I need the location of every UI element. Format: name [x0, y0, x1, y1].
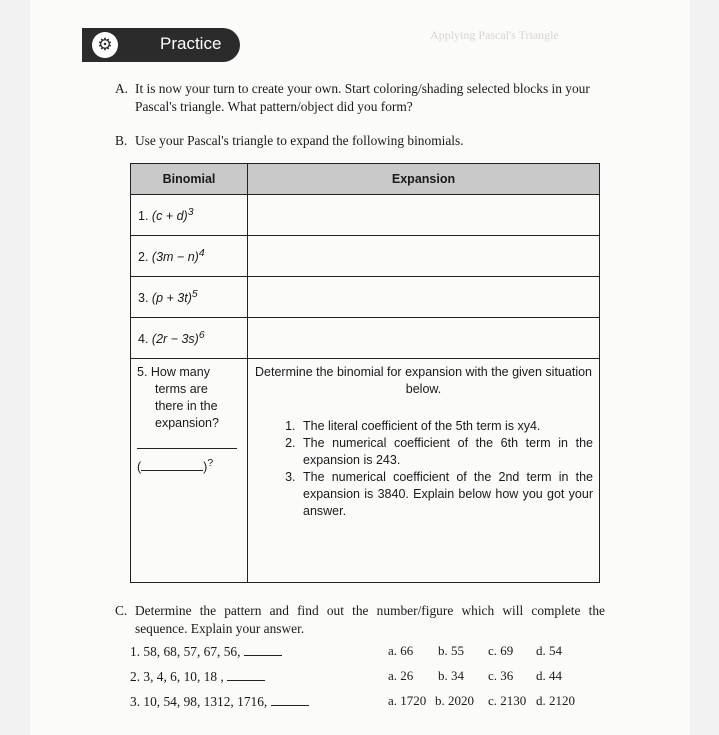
- section-b: B. Use your Pascal's triangle to expand the following binomials.: [115, 132, 605, 150]
- situation-cell: [248, 359, 600, 583]
- situation-list: [254, 418, 593, 520]
- header-binomial: Binomial: [131, 164, 248, 195]
- question-5-cell: 5. How many terms are there in the expansion? ( )?: [131, 359, 248, 583]
- expansion-cell[interactable]: [248, 195, 600, 236]
- binomial-expr: (2r − 3s): [151, 332, 199, 347]
- answer-blank[interactable]: [227, 668, 265, 681]
- situation-item: 2. The numerical coefficient of the 6th term in the expansion is 243.: [299, 435, 593, 469]
- table-row: 2. $(3m - n)^4$: [131, 236, 600, 277]
- sequence-item: 1. 58, 68, 57, 67, 56,: [130, 643, 282, 660]
- sequence-item: 3. 10, 54, 98, 1312, 1716,: [130, 693, 309, 710]
- binomial-expr: (p + 3t): [151, 291, 192, 306]
- practice-badge: [82, 28, 240, 62]
- situation-item: 1. The literal coefficient of the 5th term is xy4.: [299, 418, 593, 435]
- section-c: C. Determine the pattern and find out the number/figure which will complete the sequence. Explain your answer.: [115, 603, 605, 636]
- binomial-table: [130, 163, 600, 583]
- sequence-item: 2. 3, 4, 6, 10, 18 ,: [130, 668, 265, 685]
- answer-blank[interactable]: [271, 693, 309, 706]
- gear-icon: ⚙: [92, 32, 118, 58]
- situation-item: 3. The numerical coefficient of the 2nd term in the expansion is 3840. Explain below how you got your answer.: [299, 469, 593, 520]
- expansion-cell[interactable]: [248, 277, 600, 318]
- section-a: A. It is now your turn to create your own. Start coloring/shading selected blocks in your Pascal's triangle. What pattern/object did you form?: [115, 80, 605, 116]
- table-row: 4. $(2r - 3s)^6$: [131, 318, 600, 359]
- binomial-answer-blank[interactable]: ( )?: [137, 458, 214, 475]
- table-row: [131, 359, 600, 583]
- binomial-expr: (c + d): [151, 209, 188, 224]
- faint-header-bleed: Applying Pascal's Triangle: [430, 28, 559, 42]
- binomial-expr: (3m − n): [151, 250, 199, 265]
- expansion-cell[interactable]: [248, 236, 600, 277]
- choices-row: a. 1720 b. 2020 c. 2130 d. 2120: [388, 693, 575, 708]
- answer-line[interactable]: [137, 434, 237, 449]
- answer-blank[interactable]: [244, 643, 282, 656]
- header-expansion: Expansion: [248, 164, 600, 195]
- practice-label: Practice: [160, 34, 222, 53]
- table-row: 3. $(p + 3t)^5$: [131, 277, 600, 318]
- expansion-cell[interactable]: [248, 318, 600, 359]
- instruction-text: Determine the binomial for expansion with the given situation below.: [255, 365, 592, 396]
- choices-row: a. 26 b. 34 c. 36 d. 44: [388, 668, 562, 683]
- table-row: 1. $(c + d)^3$: [131, 195, 600, 236]
- section-c-text: Determine the pattern and find out the number/figure which will complete the sequence. Explain your answer.: [135, 603, 605, 636]
- choices-row: a. 66 b. 55 c. 69 d. 54: [388, 643, 562, 658]
- section-a-text: It is now your turn to create your own. Start coloring/shading selected blocks in your Pascal's triangle. What pattern/object did you form?: [135, 81, 590, 114]
- section-b-text: Use your Pascal's triangle to expand the following binomials.: [135, 133, 464, 148]
